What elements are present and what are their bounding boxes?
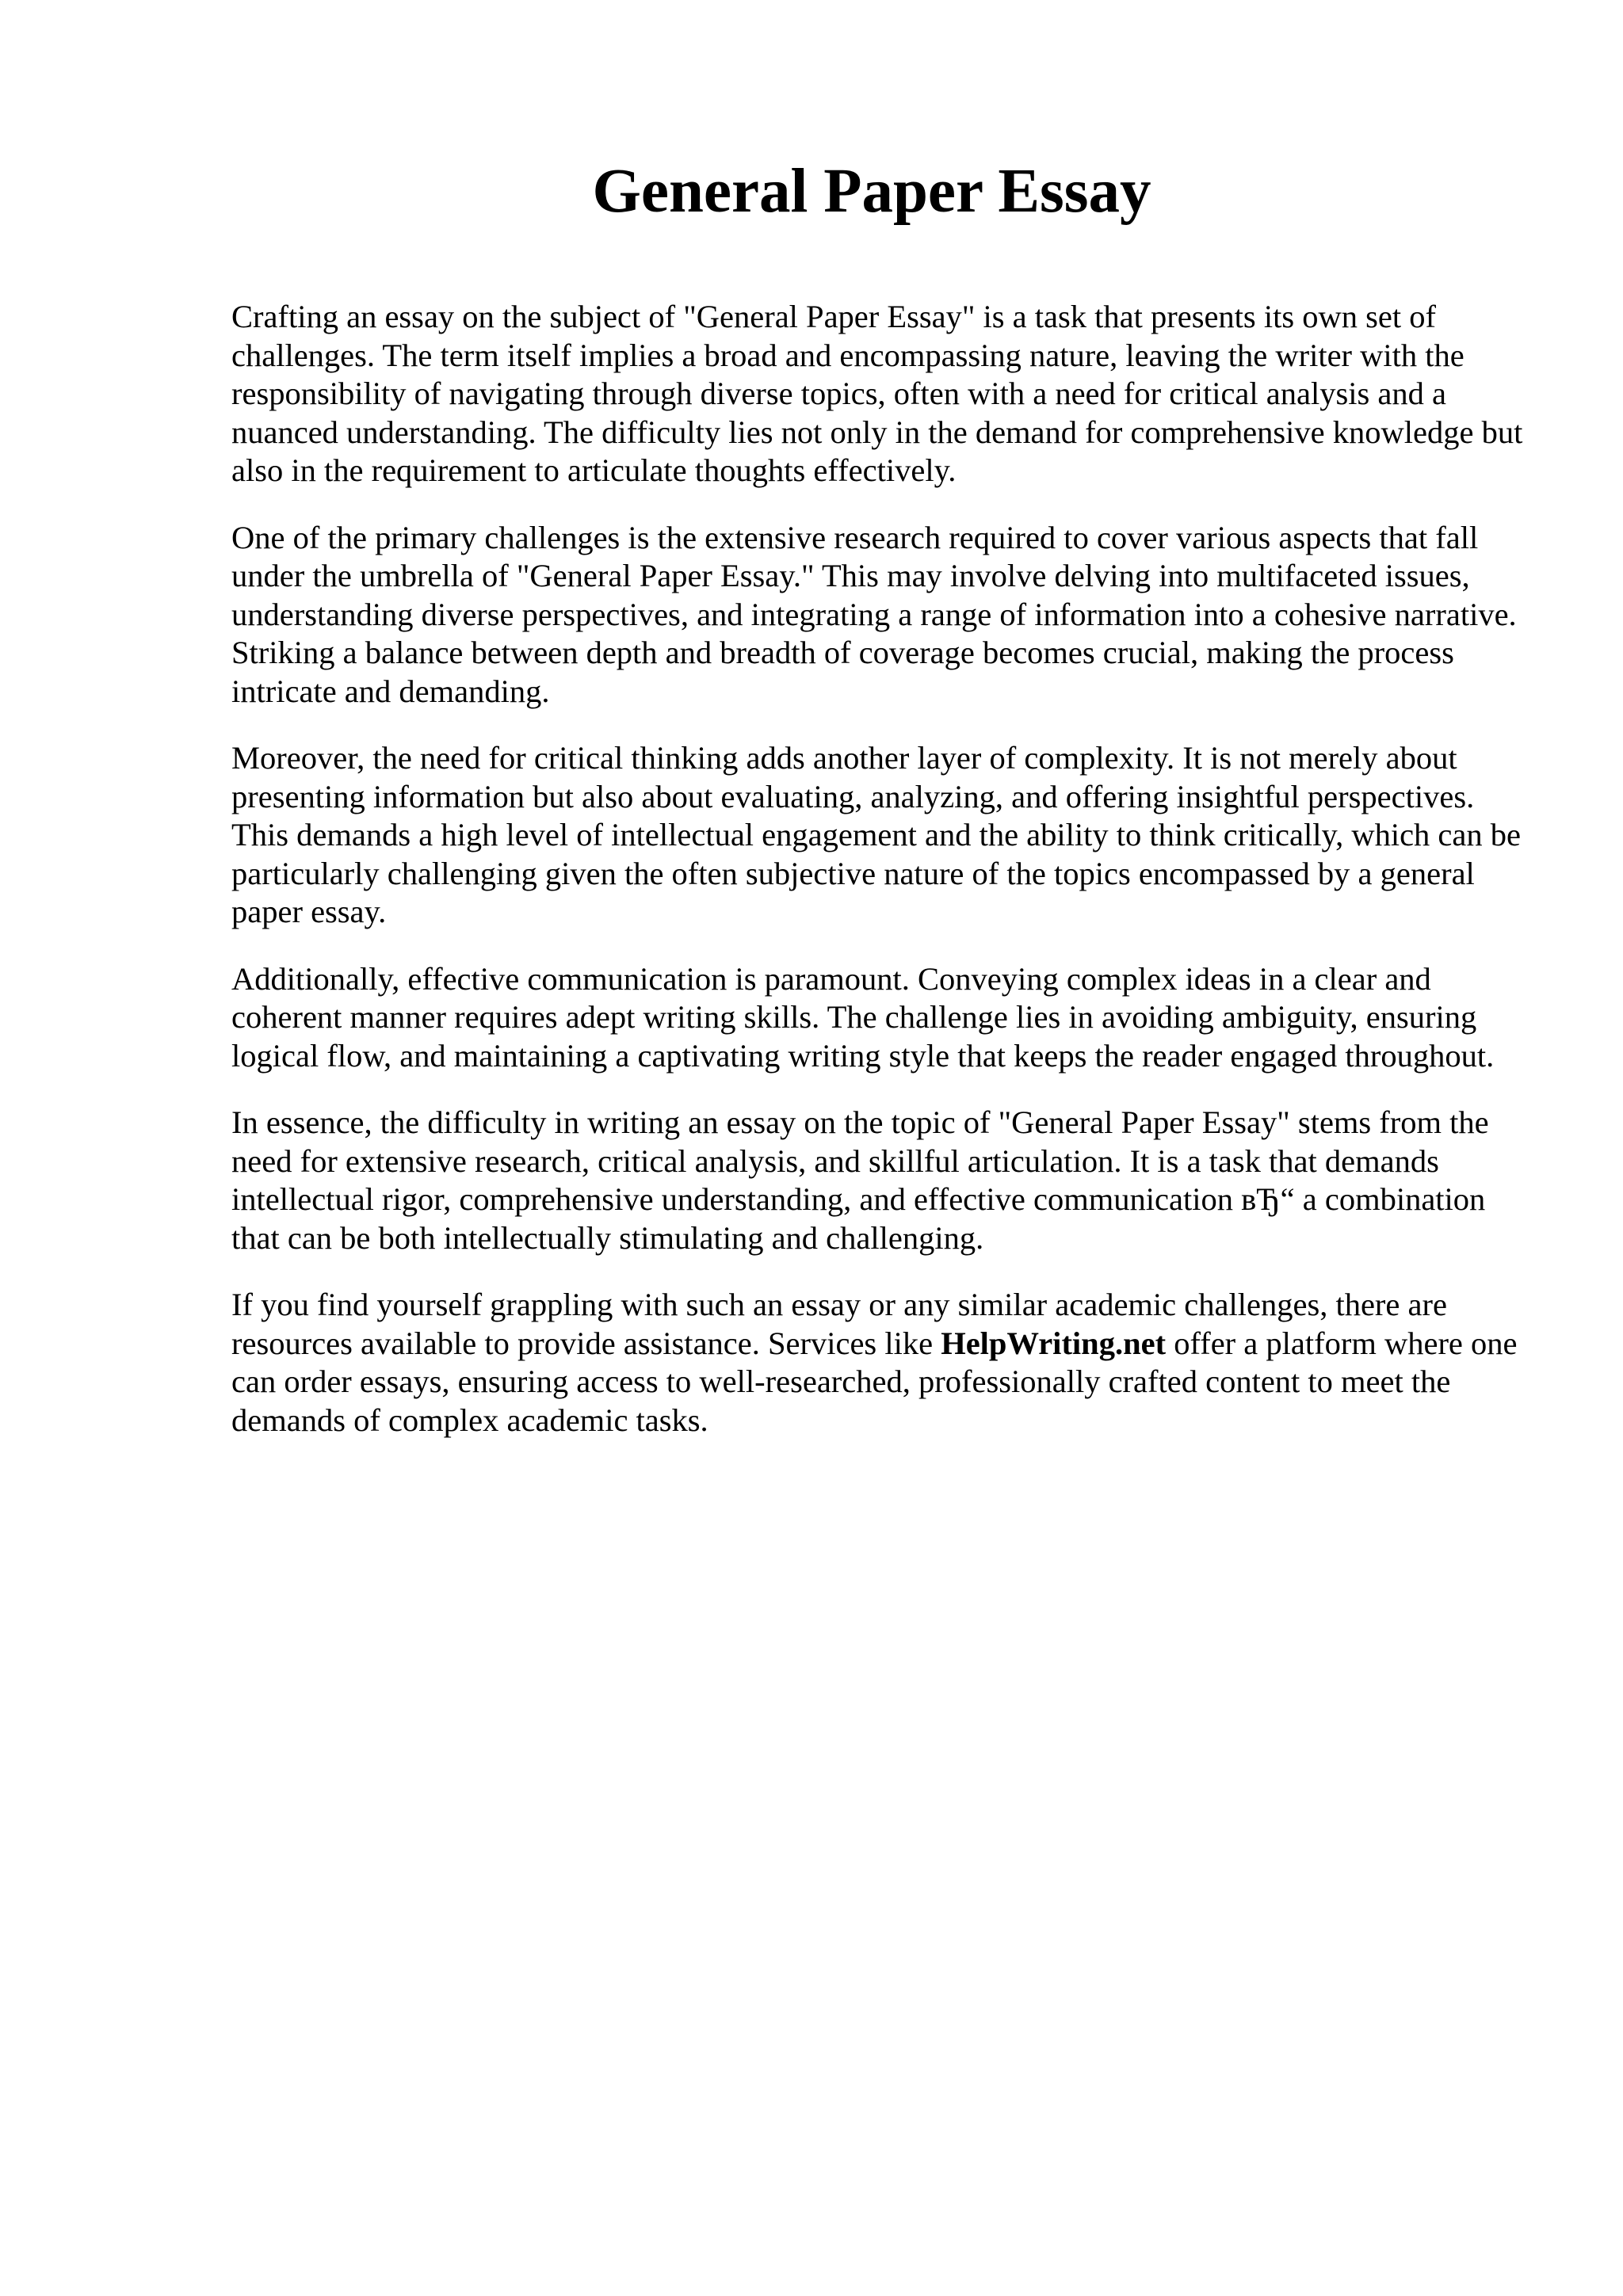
paragraph-2: One of the primary challenges is the extensive research required to cover various aspects that fall under the umbrella of "General Paper Essay." This may involve delving into multifaceted issues, understanding diverse perspectives, and integrating a range of information into a cohesive narrative. Striking a balance between depth and breadth of coverage becomes crucial, making the process intricate and demanding. — [231, 519, 1517, 709]
paragraph-1: Crafting an essay on the subject of "General Paper Essay" is a task that presents its own set of challenges. The term itself implies a broad and encompassing nature, leaving the writer with the responsibility of navigating through diverse topics, often with a need for critical analysis and a nuanced understanding. The difficulty lies not only in the demand for comprehensive knowledge but also in the requirement to articulate thoughts effectively. — [231, 299, 1523, 488]
paragraph-5: In essence, the difficulty in writing an essay on the topic of "General Paper Essay" stems from the need for extensive research, critical analysis, and skillful articulation. It is a task that demands intellectual rigor, comprehensive understanding, and effective communication вЂ“ a combination that can be both intellectually stimulating and challenging. — [231, 1104, 1489, 1256]
page-title: General Paper Essay — [592, 157, 1151, 226]
paragraph-3: Moreover, the need for critical thinking adds another layer of complexity. It is not merely about presenting information but also about evaluating, analyzing, and offering insightful perspectives. This demands a high level of intellectual engagement and the ability to think critically, which can be particularly challenging given the often subjective nature of the topics encompassed by a general paper essay. — [231, 740, 1521, 929]
paragraph-6 — [231, 1286, 1523, 1440]
essay-body — [231, 298, 1523, 1468]
helpwriting-link[interactable]: HelpWriting.net — [941, 1325, 1167, 1361]
paragraph-4: Additionally, effective communication is paramount. Conveying complex ideas in a clear and coherent manner requires adept writing skills. The challenge lies in avoiding ambiguity, ensuring logical flow, and maintaining a captivating writing style that keeps the reader engaged throughout. — [231, 960, 1495, 1074]
paragraph-6-text-before: If you find yourself grappling with such an essay or any similar academic challenges, there are resources available to provide assistance. Services like — [231, 1287, 1447, 1361]
paragraph-6-text-after: offer a platform where one can order essays, ensuring access to well-researched, professionally crafted content to meet the demands of complex academic tasks. — [231, 1325, 1518, 1438]
